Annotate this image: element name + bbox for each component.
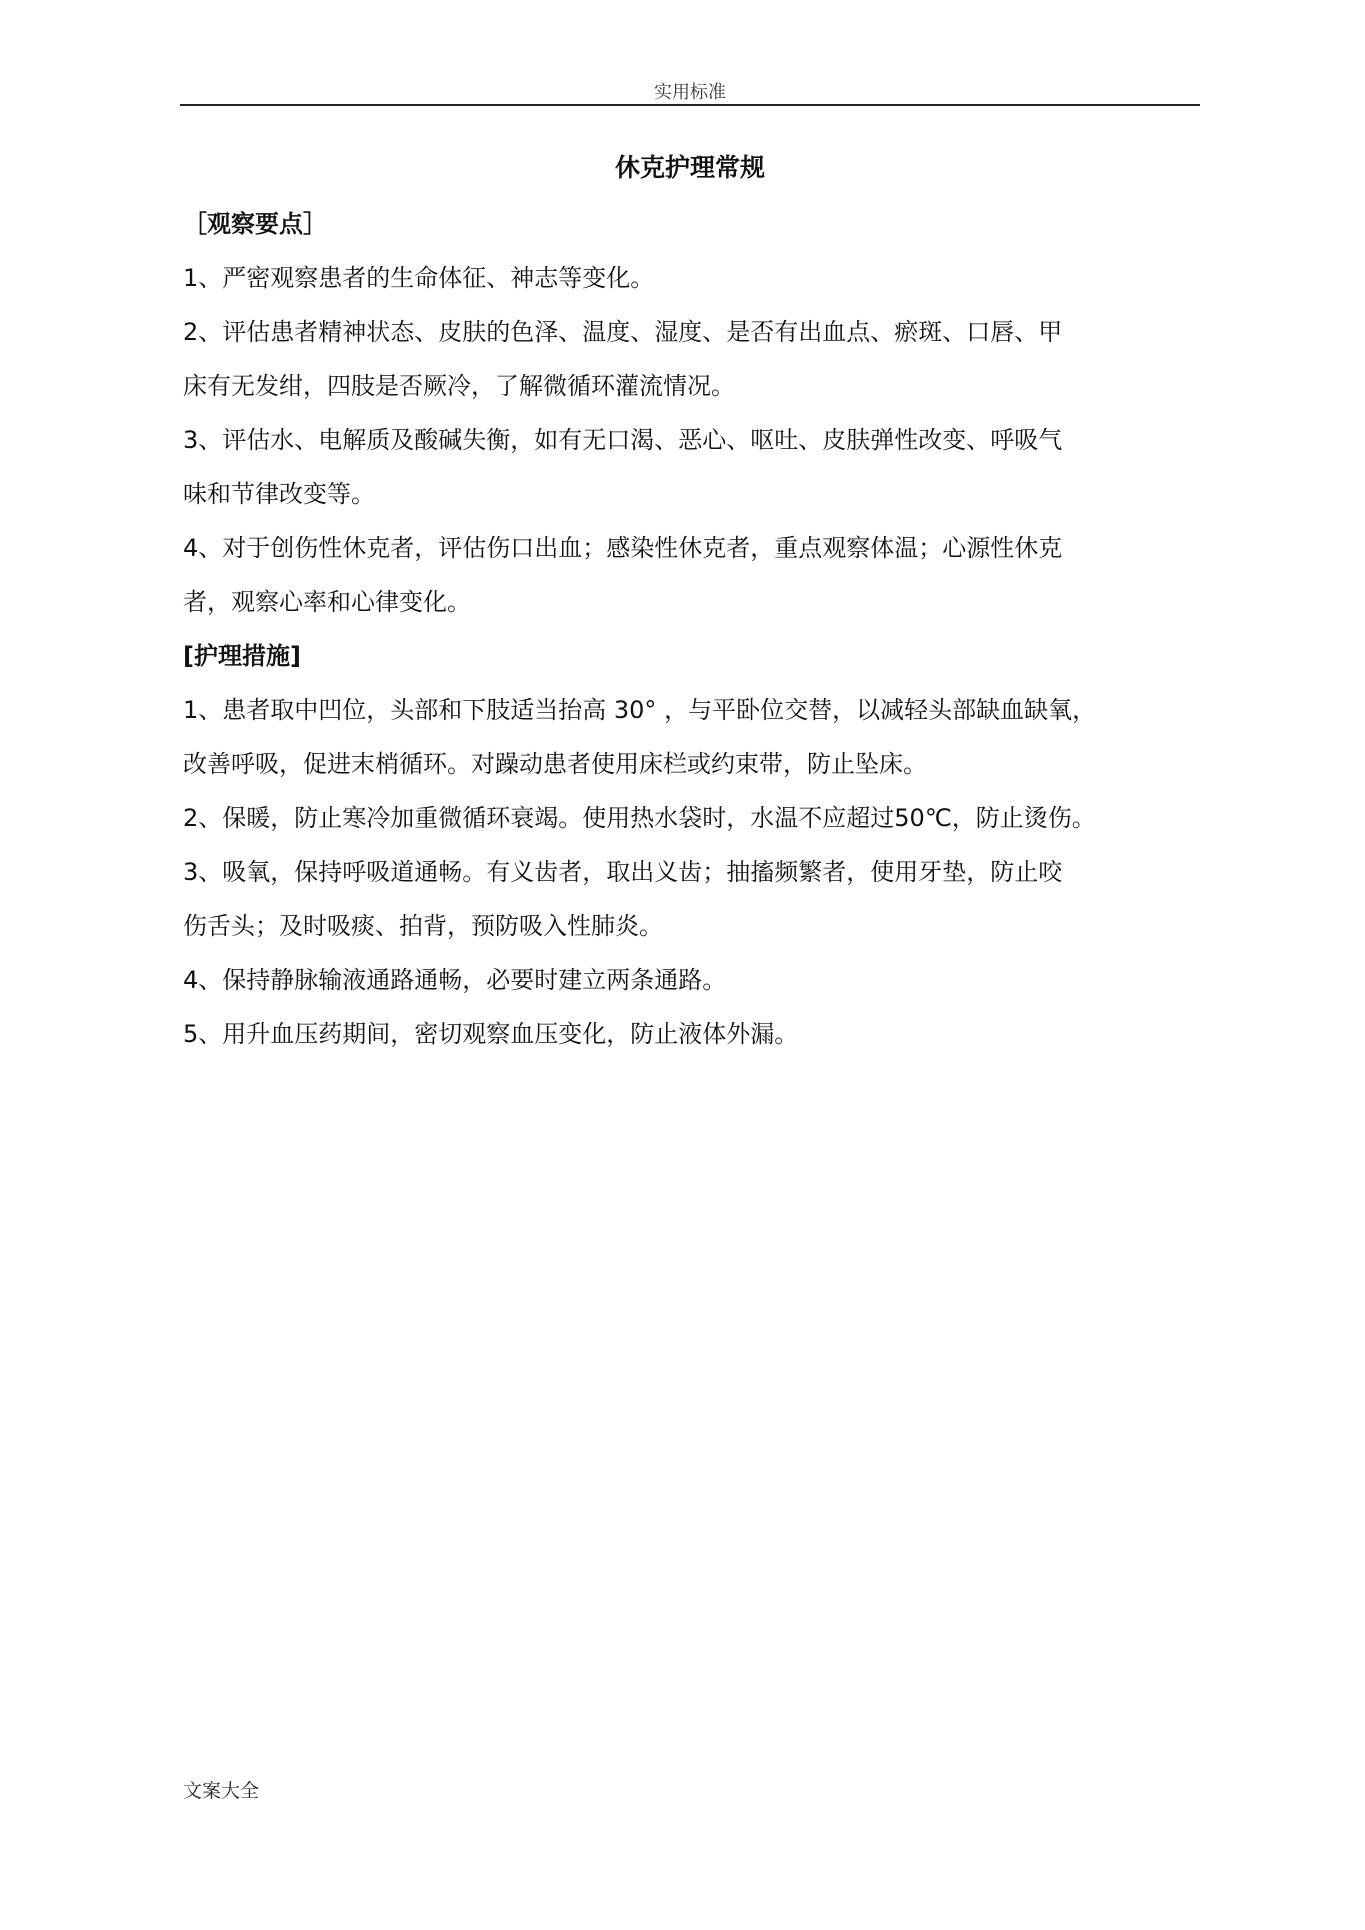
page-footer: 文案大全 [183, 1780, 260, 1802]
nursing-item-3 [183, 845, 1195, 953]
nursing-item-5 [183, 1007, 1195, 1061]
paragraph-line: 伤舌头；及时吸痰、拍背，预防吸入性肺炎。 [183, 912, 663, 940]
nursing-item-1 [183, 683, 1195, 791]
paragraph-line: 4、对于创伤性休克者，评估伤口出血；感染性休克者，重点观察体温；心源性休克 [183, 534, 1063, 562]
paragraph-line: 5、用升血压药期间，密切观察血压变化，防止液体外漏。 [183, 1020, 799, 1048]
paragraph-line: 改善呼吸，促进末梢循环。对躁动患者使用床栏或约束带，防止坠床。 [183, 750, 927, 778]
document-title: 休克护理常规 [614, 153, 765, 182]
paragraph-line: 3、评估水、电解质及酸碱失衡，如有无口渴、恶心、呕吐、皮肤弹性改变、呼吸气 [183, 426, 1063, 454]
section-heading-nursing-measures: [护理措施] [183, 642, 301, 670]
observation-item-1 [183, 251, 1195, 305]
nursing-item-4 [183, 953, 1195, 1007]
paragraph-line: 3、吸氧，保持呼吸道通畅。有义齿者，取出义齿；抽搐频繁者，使用牙垫，防止咬 [183, 858, 1063, 886]
paragraph-line: 味和节律改变等。 [183, 480, 375, 508]
header-divider [180, 104, 1200, 106]
observation-item-2 [183, 305, 1195, 413]
document-body [183, 197, 1195, 1061]
section-heading-observation: ［观察要点］ [183, 210, 327, 238]
paragraph-line: 床有无发绀，四肢是否厥冷，了解微循环灌流情况。 [183, 372, 735, 400]
paragraph-line: 者，观察心率和心律变化。 [183, 588, 471, 616]
page-header: 实用标准 [654, 82, 726, 103]
observation-item-4 [183, 521, 1195, 629]
observation-item-3 [183, 413, 1195, 521]
paragraph-line: 4、保持静脉输液通路通畅，必要时建立两条通路。 [183, 966, 727, 994]
paragraph-line: 1、患者取中凹位，头部和下肢适当抬高 30° ，与平卧位交替，以减轻头部缺血缺氧， [183, 696, 1097, 724]
paragraph-line: 1、严密观察患者的生命体征、神志等变化。 [183, 264, 655, 292]
paragraph-line: 2、评估患者精神状态、皮肤的色泽、温度、湿度、是否有出血点、瘀斑、口唇、甲 [183, 318, 1063, 346]
paragraph-line: 2、保暖，防止寒冷加重微循环衰竭。使用热水袋时，水温不应超过50℃，防止烫伤。 [183, 804, 1096, 832]
nursing-item-2 [183, 791, 1195, 845]
